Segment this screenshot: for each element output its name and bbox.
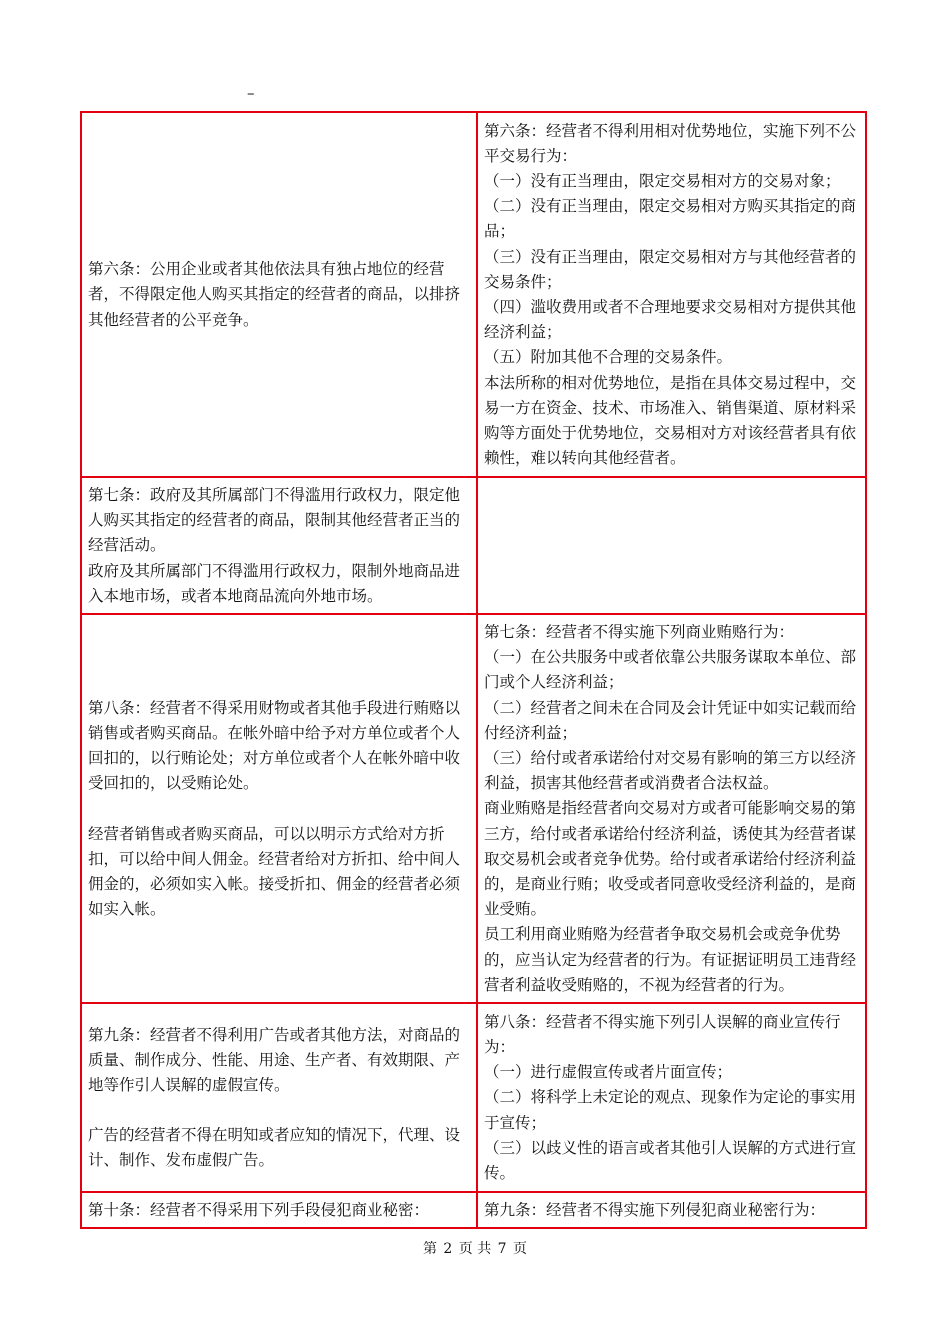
article-item: （五）附加其他不合理的交易条件。: [484, 348, 733, 367]
new-law-cell: [477, 112, 866, 477]
page-total: 7: [497, 1241, 507, 1257]
footer-middle: 页 共: [458, 1241, 492, 1257]
article-item: （二）将科学上未定论的观点、现象作为定论的事实用于宣传；: [484, 1088, 857, 1132]
page-number: 2: [443, 1241, 453, 1257]
article-item: （一）进行虚假宣传或者片面宣传；: [484, 1063, 733, 1082]
article-text: 政府及其所属部门不得滥用行政权力，限制外地商品进入本地市场，或者本地商品流向外地市场。: [88, 561, 461, 605]
new-law-cell: [477, 1192, 866, 1228]
old-law-cell: [81, 1003, 477, 1192]
old-law-cell: [81, 1192, 477, 1228]
table-row: [81, 1192, 866, 1228]
old-law-cell: [81, 477, 477, 614]
paragraph-gap: [88, 797, 471, 822]
article-text: 第七条：经营者不得实施下列商业贿赂行为：: [484, 623, 795, 642]
table-row: [81, 1003, 866, 1192]
table-row: [81, 477, 866, 614]
article-item: （二）经营者之间未在合同及会计凭证中如实记载而给付经济利益；: [484, 698, 857, 742]
new-law-cell-empty: [477, 477, 866, 614]
article-text: 商业贿赂是指经营者向交易对方或者可能影响交易的第三方，给付或者承诺给付经济利益，诱使其为经营者谋取交易机会或者竞争优势。给付或者承诺给付经济利益的，是商业行贿；收受或者同意收受经济利益的，是商业受贿。: [484, 799, 857, 919]
comparison-table: [80, 111, 867, 1229]
table-row: [81, 614, 866, 1003]
old-law-cell: [81, 112, 477, 477]
footer-prefix: 第: [422, 1241, 437, 1257]
article-text: 第六条：公用企业或者其他依法具有独占地位的经营者，不得限定他人购买其指定的经营者的商品，以排挤其他经营者的公平竞争。: [88, 260, 461, 329]
article-item: （二）没有正当理由，限定交易相对方购买其指定的商品；: [484, 197, 857, 241]
article-text: 广告的经营者不得在明知或者应知的情况下，代理、设计、制作、发布虚假广告。: [88, 1126, 461, 1170]
article-item: （四）滥收费用或者不合理地要求交易相对方提供其他经济利益；: [484, 298, 857, 342]
article-text: 本法所称的相对优势地位，是指在具体交易过程中，交易一方在资金、技术、市场准入、销售渠道、原材料采购等方面处于优势地位，交易相对方对该经营者具有依赖性，难以转向其他经营者。: [484, 373, 857, 468]
article-text: 员工利用商业贿赂为经营者争取交易机会或竞争优势的，应当认定为经营者的行为。有证据证明员工违背经营者利益收受贿赂的，不视为经营者的行为。: [484, 925, 857, 994]
article-item: （三）以歧义性的语言或者其他引人误解的方式进行宣传。: [484, 1138, 857, 1183]
footer-suffix: 页: [513, 1241, 528, 1257]
article-text: 第八条：经营者不得实施下列引人误解的商业宣传行为：: [484, 1012, 841, 1057]
new-law-cell: [477, 1003, 866, 1192]
article-text: 经营者销售或者购买商品，可以以明示方式给对方折扣，可以给中间人佣金。经营者给对方折扣、给中间人佣金的，必须如实入帐。接受折扣、佣金的经营者必须如实入帐。: [88, 824, 461, 919]
article-text: 第九条：经营者不得利用广告或者其他方法，对商品的质量、制作成分、性能、用途、生产者、有效期限、产地等作引人误解的虚假宣传。: [88, 1025, 461, 1094]
article-item: （三）给付或者承诺给付对交易有影响的第三方以经济利益，损害其他经营者或消费者合法权益。: [484, 749, 857, 793]
article-text: 第八条：经营者不得采用财物或者其他手段进行贿赂以销售或者购买商品。在帐外暗中给予对方单位或者个人回扣的，以行贿论处；对方单位或者个人在帐外暗中收受回扣的，以受贿论处。: [88, 698, 461, 793]
paragraph-gap: [88, 1098, 471, 1123]
article-text: 第十条：经营者不得采用下列手段侵犯商业秘密：: [88, 1201, 430, 1220]
old-law-cell: [81, 614, 477, 1003]
article-text: 第六条：经营者不得利用相对优势地位，实施下列不公平交易行为：: [484, 121, 857, 165]
page-footer: [0, 1240, 950, 1258]
table-row: [81, 112, 866, 477]
article-text: 第九条：经营者不得实施下列侵犯商业秘密行为：: [484, 1201, 826, 1220]
article-item: （一）在公共服务中或者依靠公共服务谋取本单位、部门或个人经济利益；: [484, 648, 857, 692]
new-law-cell: [477, 614, 866, 1003]
article-item: （三）没有正当理由，限定交易相对方与其他经营者的交易条件；: [484, 247, 857, 291]
header-mark: –: [247, 84, 255, 102]
article-item: （一）没有正当理由，限定交易相对方的交易对象；: [484, 171, 841, 190]
article-text: 第七条：政府及其所属部门不得滥用行政权力，限定他人购买其指定的经营者的商品，限制其他经营者正当的经营活动。: [88, 486, 461, 555]
